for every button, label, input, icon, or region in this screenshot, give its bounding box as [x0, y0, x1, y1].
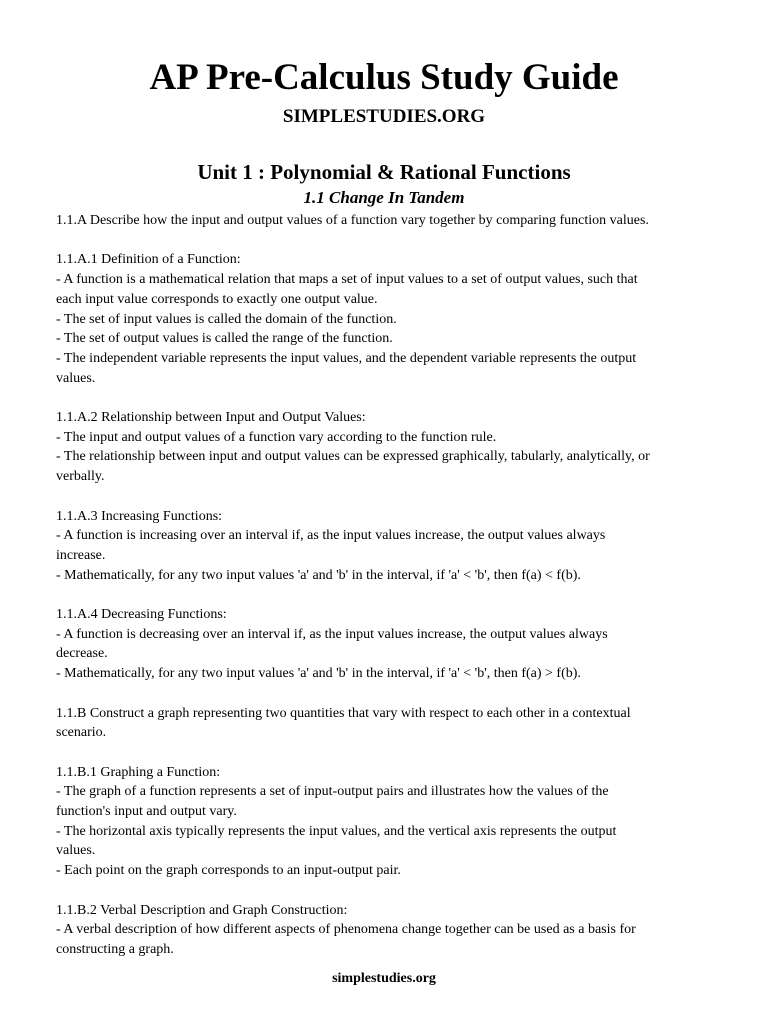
objective-1-1-a: 1.1.A Describe how the input and output values of a function vary together by comparing function values.: [56, 213, 649, 228]
paragraph-gap: [56, 743, 716, 763]
text-line: - The relationship between input and output values can be expressed graphically, tabularly, analytically, or: [56, 449, 650, 465]
paragraph-gap: [56, 684, 716, 704]
paragraph-gap: [56, 487, 716, 507]
text-line: - A function is a mathematical relation that maps a set of input values to a set of output values, such that: [56, 272, 638, 288]
text-line: - The horizontal axis typically represents the input values, and the vertical axis represents the output: [56, 823, 617, 839]
text-line: - Mathematically, for any two input values 'a' and 'b' in the interval, if 'a' < 'b', then f(a) < f(b).: [56, 567, 581, 583]
text-line: values.: [56, 370, 96, 386]
topic-heading-1-1-b-1: 1.1.B.1 Graphing a Function:: [56, 764, 221, 780]
text-line: - Mathematically, for any two input values 'a' and 'b' in the interval, if 'a' < 'b', then f(a) > f(b).: [56, 666, 581, 682]
paragraph-gap: [56, 231, 716, 251]
text-line: scenario.: [56, 725, 107, 741]
text-line: each input value corresponds to exactly one output value.: [56, 291, 378, 307]
site-name-header: SIMPLESTUDIES.ORG: [282, 106, 486, 127]
unit-heading: Unit 1 : Polynomial & Rational Functions: [197, 160, 571, 184]
paragraph-gap: [56, 585, 716, 605]
text-line: - Each point on the graph corresponds to an input-output pair.: [56, 863, 401, 879]
text-line: - The set of input values is called the domain of the function.: [56, 311, 397, 327]
document-body: [56, 211, 716, 960]
text-line: constructing a graph.: [56, 941, 174, 957]
text-line: - The set of output values is called the range of the function.: [56, 331, 393, 347]
text-line: - The input and output values of a function vary according to the function rule.: [56, 429, 497, 445]
topic-heading-1-1-a-3: 1.1.A.3 Increasing Functions:: [56, 508, 223, 524]
paragraph-gap: [56, 388, 716, 408]
paragraph-gap: [56, 881, 716, 901]
text-line: verbally.: [56, 469, 105, 485]
topic-heading-1-1-a-2: 1.1.A.2 Relationship between Input and Output Values:: [56, 410, 366, 425]
footer-site-name: simplestudies.org: [332, 971, 436, 986]
topic-heading-1-1-b-2: 1.1.B.2 Verbal Description and Graph Construction:: [56, 902, 348, 918]
text-line: decrease.: [56, 646, 108, 662]
text-line: - A function is decreasing over an interval if, as the input values increase, the output values always: [56, 626, 608, 642]
text-line: - A function is increasing over an interval if, as the input values increase, the output values always: [56, 528, 606, 544]
text-line: - A verbal description of how different aspects of phenomena change together can be used as a basis for: [56, 922, 636, 938]
text-line: - The independent variable represents the input values, and the dependent variable represents the output: [56, 350, 637, 366]
topic-heading-1-1-a-4: 1.1.A.4 Decreasing Functions:: [56, 607, 227, 622]
text-line: values.: [56, 843, 96, 859]
topic-heading-1-1-a-1: 1.1.A.1 Definition of a Function:: [56, 252, 241, 268]
text-line: function's input and output vary.: [56, 804, 237, 819]
text-line: increase.: [56, 547, 106, 563]
document-title: AP Pre-Calculus Study Guide: [149, 57, 619, 98]
section-heading: 1.1 Change In Tandem: [303, 188, 465, 207]
objective-1-1-b: 1.1.B Construct a graph representing two quantities that vary with respect to each other in a contextual: [56, 705, 631, 721]
text-line: - The graph of a function represents a set of input-output pairs and illustrates how the values of the: [56, 784, 609, 800]
